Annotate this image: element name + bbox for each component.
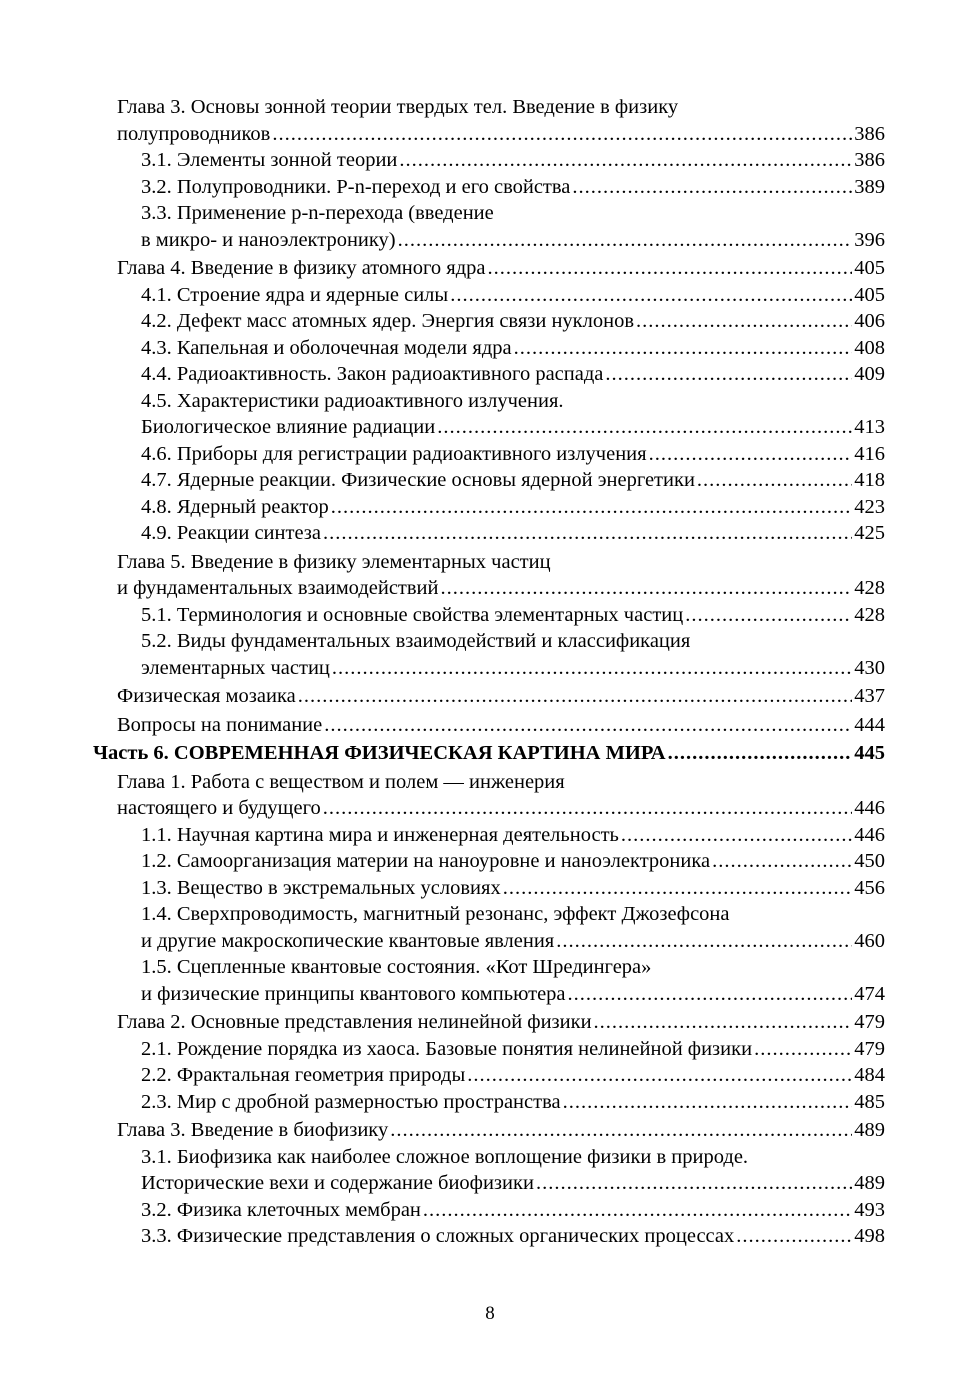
toc-section [93,1062,885,1089]
toc-page-number: 425 [854,522,885,544]
toc-page-number: 474 [854,982,885,1005]
toc-section [93,441,885,468]
toc-entry-title: 4.1. Строение ядра и ядерные силы [141,283,449,306]
toc-page-number: 386 [854,149,885,171]
toc-entry-title-cont: и фундаментальных взаимодействий [117,577,439,599]
toc-chapter [93,94,885,147]
toc-page-number: 489 [854,1172,885,1194]
toc-entry-title: Глава 3. Основы зонной теории твердых тел. Введение в физику [117,96,679,118]
toc-page-number: 389 [854,175,885,198]
toc-page-number: 446 [854,797,885,819]
toc-section [93,1144,885,1197]
toc-entry-title: 3.3. Физические представления о сложных органических процессах [141,1225,735,1247]
toc-entry-title: 2.1. Рождение порядка из хаоса. Базовые понятия нелинейной физики [141,1037,753,1060]
toc-section [93,1089,885,1116]
toc-entry-title: 4.7. Ядерные реакции. Физические основы ядерной энергетики [141,469,695,491]
leader-dots [695,467,852,494]
leader-dots [566,981,853,1008]
toc-entry-title-cont: и другие макроскопические квантовые явления [141,929,555,952]
toc-page-number: 437 [854,685,885,707]
leader-dots [752,1036,852,1063]
leader-dots [710,848,852,875]
toc-section [93,200,885,253]
leader-dots [330,655,852,682]
toc-page-number: 428 [854,603,885,626]
leader-dots [683,602,852,629]
toc-page-number: 450 [854,850,885,872]
toc-page-number: 386 [854,122,885,145]
toc-section [93,848,885,875]
toc-entry-title-cont: элементарных частиц [141,656,330,679]
toc-entry-title: 3.2. Физика клеточных мембран [141,1198,421,1221]
toc-page-number: 408 [854,336,885,359]
toc-part [93,740,885,767]
leader-dots [486,255,853,282]
leader-dots [603,361,852,388]
toc-entry-title: 2.3. Мир с дробной размерностью пространства [141,1090,561,1113]
leader-dots [388,1117,852,1144]
toc-entry-title: 1.1. Научная картина мира и инженерная деятельность [141,823,619,846]
leader-dots [321,520,852,547]
toc-entry-title: 1.5. Сцепленные квантовые состояния. «Кот Шредингера» [141,956,652,978]
leader-dots [570,174,852,201]
toc-section [93,628,885,681]
toc-page-number: 479 [854,1011,885,1033]
toc-entry-title: 4.6. Приборы для регистрации радиоактивного излучения [141,442,647,465]
toc-entry-title-cont: полупроводников [117,122,271,145]
leader-dots [534,1170,852,1197]
toc-page-number: 444 [854,713,885,736]
toc-section [93,147,885,174]
toc-entry-title: Глава 4. Введение в физику атомного ядра [117,257,486,279]
toc-section [93,1036,885,1063]
leader-dots [561,1089,853,1116]
toc-page-number: 416 [854,442,885,465]
toc-entry-title: 5.1. Терминология и основные свойства элементарных частиц [141,603,684,626]
toc-page-number: 479 [854,1037,885,1060]
toc-chapter [93,255,885,282]
toc-page-number: 406 [854,310,885,332]
toc-entry-title: 3.1. Элементы зонной теории [141,149,398,171]
toc-page-number: 484 [854,1064,885,1086]
toc-chapter [93,1009,885,1036]
leader-dots [448,282,852,309]
toc-section [93,602,885,629]
toc-entry-title-cont: Биологическое влияние радиации [141,416,436,438]
toc-page-number: 489 [854,1119,885,1141]
toc-entry-title: Глава 2. Основные представления нелинейной физики [117,1011,592,1033]
toc-entry-title: 4.2. Дефект масс атомных ядер. Энергия связи нуклонов [141,310,635,332]
toc-entry-title: 3.2. Полупроводники. P-n-переход и его свойства [141,175,571,198]
toc-page-number: 493 [854,1198,885,1221]
leader-dots [554,928,852,955]
toc-page-number: 446 [854,823,885,846]
leader-dots [647,441,853,468]
leader-dots [734,1223,852,1250]
toc-entry-title: Физическая мозаика [117,685,296,707]
leader-dots [321,795,853,822]
leader-dots [619,822,852,849]
toc-entry-title: Глава 3. Введение в биофизику [117,1119,389,1141]
toc-page-number: 405 [854,283,885,306]
toc-section [93,1223,885,1250]
toc-entry-title: 1.2. Самоорганизация материи на наноуровне и наноэлектроника [141,850,711,872]
toc-section [93,361,885,388]
toc-section [93,308,885,335]
toc-section [93,520,885,547]
toc-section [93,467,885,494]
toc-section [93,174,885,201]
toc-entry-title: Глава 5. Введение в физику элементарных частиц [117,550,551,573]
toc-chapter [93,683,885,710]
toc-chapter [93,1117,885,1144]
toc-page-number: 413 [854,416,885,438]
toc-entry-title: Часть 6. СОВРЕМЕННАЯ ФИЗИЧЕСКАЯ КАРТИНА МИРА [93,742,666,764]
toc-entry-title: 4.4. Радиоактивность. Закон радиоактивного распада [141,363,604,385]
toc-entry-title: 4.8. Ядерный реактор [141,495,329,518]
toc-page-number: 485 [854,1090,885,1113]
toc-section [93,388,885,441]
toc-entry-title: 2.2. Фрактальная геометрия природы [141,1064,466,1086]
toc-page-number: 396 [854,228,885,251]
toc-section [93,494,885,521]
toc-chapter [93,769,885,822]
toc-entry-title: 4.5. Характеристики радиоактивного излучения. [141,389,564,412]
toc-entry-title: 3.3. Применение p-n-перехода (введение [141,202,494,224]
toc-entry-title: 4.3. Капельная и оболочечная модели ядра [141,336,512,359]
toc-section [93,822,885,849]
leader-dots [397,147,852,174]
toc-entry-title: Глава 1. Работа с веществом и полем — инженерия [117,770,565,793]
leader-dots [329,494,853,521]
toc-entry-title-cont: в микро- и наноэлектронику) [141,228,396,251]
toc-section [93,901,885,954]
leader-dots [592,1009,853,1036]
toc-page-number: 430 [854,656,885,679]
leader-dots [512,335,853,362]
leader-dots [270,121,852,148]
toc-chapter [93,712,885,739]
toc-page-number: 423 [854,495,885,518]
toc-section [93,282,885,309]
toc-entry-title-cont: Исторические вехи и содержание биофизики [141,1172,534,1194]
toc-chapter [93,549,885,602]
page-number: 8 [485,1303,495,1324]
leader-dots [465,1062,852,1089]
table-of-contents [93,92,885,1250]
toc-entry-title-cont: и физические принципы квантового компьютера [141,982,566,1005]
toc-section [93,335,885,362]
toc-page-number: 445 [854,742,885,764]
leader-dots [439,575,853,602]
toc-page-number: 456 [854,876,885,899]
leader-dots [421,1197,852,1224]
toc-entry-title: 1.4. Сверхпроводимость, магнитный резонанс, эффект Джозефсона [141,903,730,925]
leader-dots [501,875,853,902]
toc-section [93,875,885,902]
toc-entry-title: 4.9. Реакции синтеза [141,522,321,544]
toc-section [93,1197,885,1224]
toc-page-number: 409 [854,363,885,385]
toc-entry-title: 3.1. Биофизика как наиболее сложное воплощение физики в природе. [141,1145,749,1168]
toc-page-number: 460 [854,929,885,952]
toc-page-number: 405 [854,257,885,279]
leader-dots [666,740,853,767]
toc-entry-title: 5.2. Виды фундаментальных взаимодействий и классификация [141,630,691,652]
toc-page-number: 428 [854,577,885,599]
leader-dots [634,308,852,335]
leader-dots [435,414,852,441]
toc-page-number: 418 [854,469,885,491]
toc-page-number: 498 [854,1225,885,1247]
toc-entry-title-cont: настоящего и будущего [117,797,321,819]
leader-dots [296,683,853,710]
toc-entry-title: 1.3. Вещество в экстремальных условиях [141,876,501,899]
toc-section [93,954,885,1007]
leader-dots [322,712,852,739]
leader-dots [396,227,853,254]
toc-entry-title: Вопросы на понимание [117,713,323,736]
